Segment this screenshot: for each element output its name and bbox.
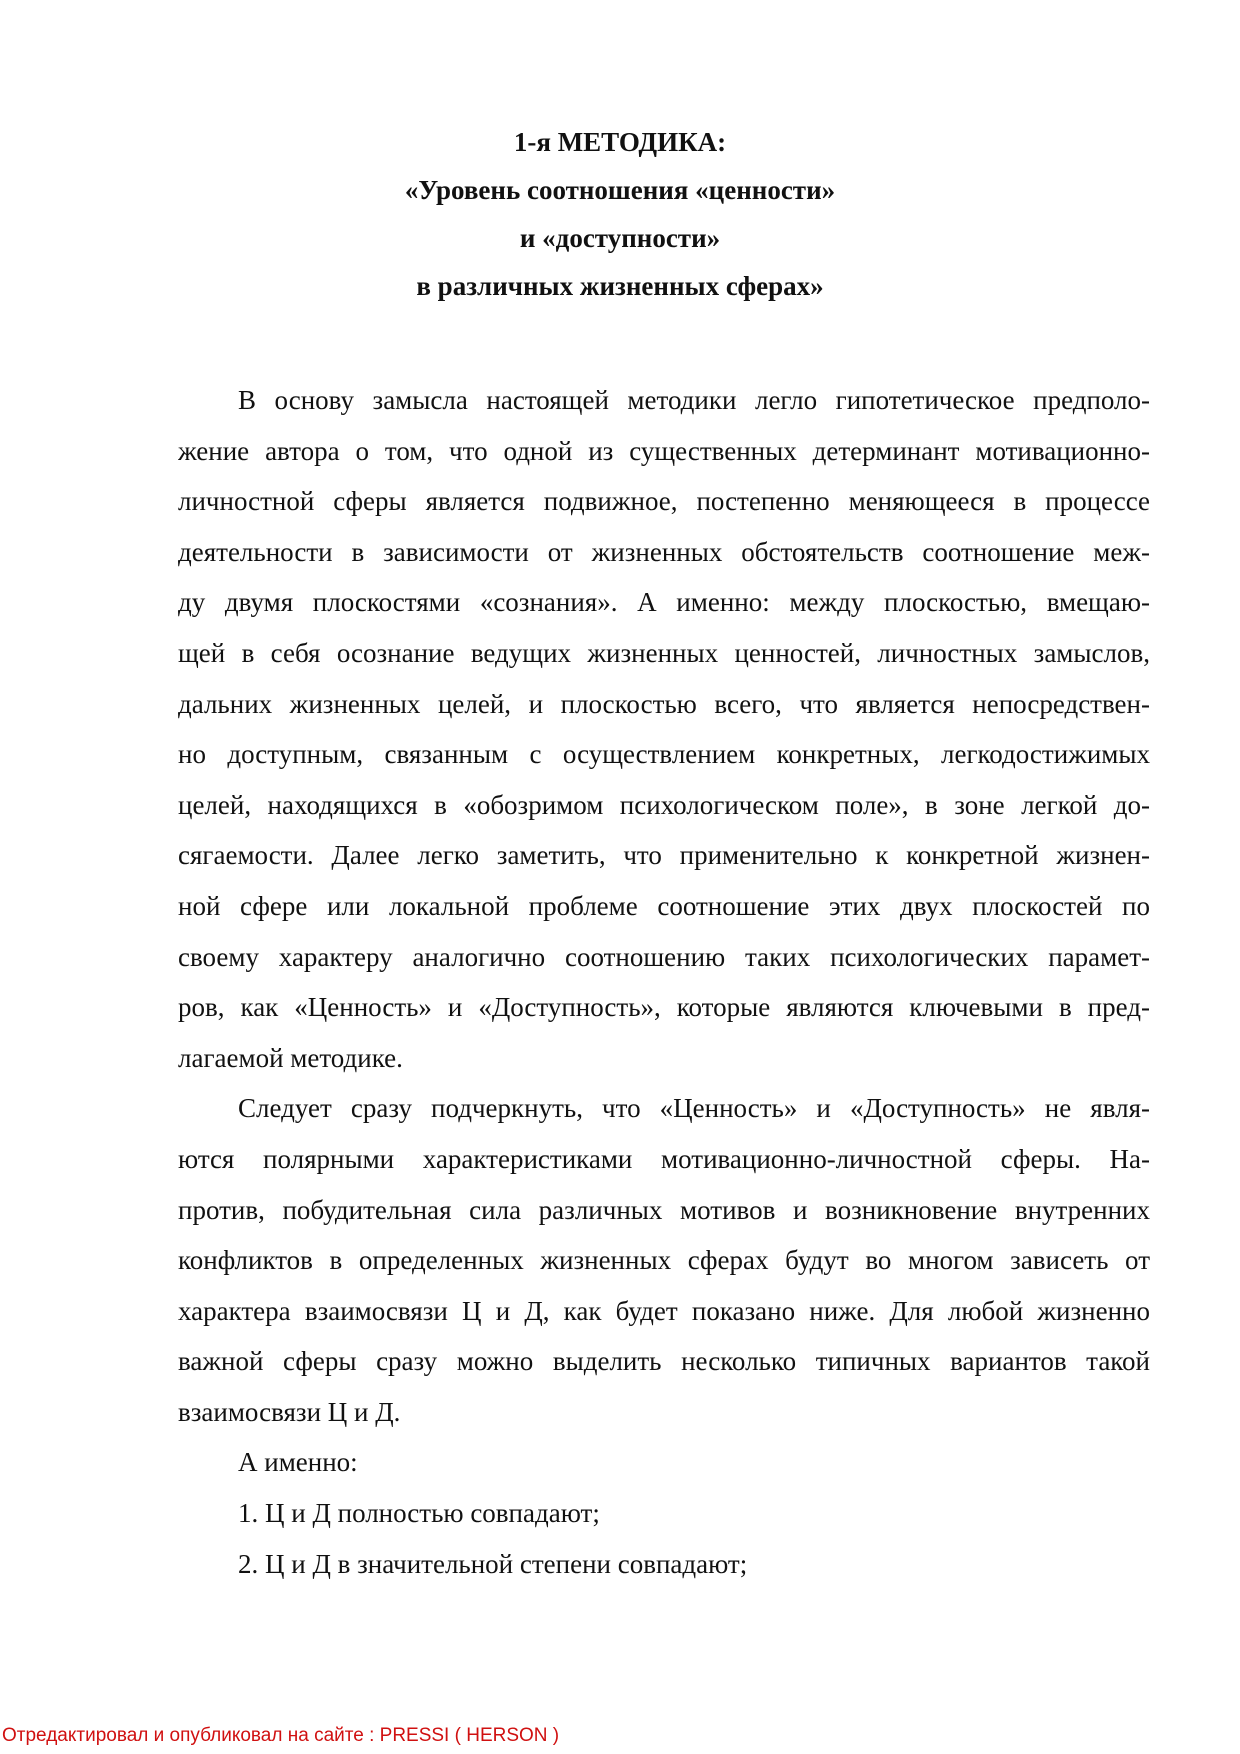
paragraph-line: ются полярными характеристиками мотивационно-личностной сферы. На- — [178, 1143, 1150, 1174]
title-line-3: и «доступности» — [519, 223, 721, 253]
paragraph-line: дальних жизненных целей, и плоскостью всего, что является непосредствен- — [178, 688, 1150, 719]
intro-line: А именно: — [238, 1447, 358, 1478]
list-item: 1. Ц и Д полностью совпадают; — [238, 1498, 600, 1529]
paragraph-line: но доступным, связанным с осуществлением конкретных, легкодостижимых — [178, 739, 1150, 770]
paragraph-line: важной сферы сразу можно выделить несколько типичных вариантов такой — [178, 1346, 1150, 1377]
paragraph-line: сягаемости. Далее легко заметить, что применительно к конкретной жизнен- — [178, 840, 1150, 871]
paragraph-line: деятельности в зависимости от жизненных обстоятельств соотношение меж- — [178, 536, 1150, 567]
paragraph-line: целей, находящихся в «обозримом психологическом поле», в зоне легкой до- — [178, 789, 1150, 820]
title-line-2: «Уровень соотношения «ценности» — [404, 175, 836, 205]
paragraph-line: конфликтов в определенных жизненных сферах будут во многом зависеть от — [178, 1245, 1150, 1276]
body-text — [178, 375, 1150, 1589]
paragraph-1 — [178, 375, 1150, 1083]
title-line-1: 1-я МЕТОДИКА: — [513, 127, 727, 157]
paragraph-line: личностной сферы является подвижное, постепенно меняющееся в процессе — [178, 486, 1150, 517]
paragraph-line: своему характеру аналогично соотношению таких психологических парамет- — [178, 941, 1150, 972]
publisher-footer: Отредактировал и опубликовал на сайте : PRESSI ( HERSON ) — [2, 1725, 560, 1746]
paragraph-line: лагаемой методике. — [178, 1042, 403, 1073]
paragraph-line: характера взаимосвязи Ц и Д, как будет показано ниже. Для любой жизненно — [178, 1295, 1150, 1326]
paragraph-line: ду двумя плоскостями «сознания». А именно: между плоскостью, вмещаю- — [178, 587, 1150, 618]
list-item: 2. Ц и Д в значительной степени совпадают; — [238, 1548, 748, 1579]
title-line-4: в различных жизненных сферах» — [416, 271, 824, 301]
paragraph-line: взаимосвязи Ц и Д. — [178, 1396, 401, 1427]
paragraph-line: жение автора о том, что одной из существенных детерминант мотивационно- — [178, 435, 1150, 466]
paragraph-line: В основу замысла настоящей методики легло гипотетическое предполо- — [238, 385, 1150, 415]
document-title — [0, 118, 1240, 310]
paragraph-line: Следует сразу подчеркнуть, что «Ценность» и «Доступность» не явля- — [238, 1093, 1150, 1124]
paragraph-line: ров, как «Ценность» и «Доступность», которые являются ключевыми в пред- — [178, 992, 1150, 1023]
paragraph-2 — [178, 1083, 1150, 1437]
paragraph-line: щей в себя осознание ведущих жизненных ценностей, личностных замыслов, — [178, 637, 1150, 668]
paragraph-line: ной сфере или локальной проблеме соотношение этих двух плоскостей по — [178, 890, 1150, 921]
paragraph-line: против, побудительная сила различных мотивов и возникновение внутренних — [178, 1194, 1150, 1225]
